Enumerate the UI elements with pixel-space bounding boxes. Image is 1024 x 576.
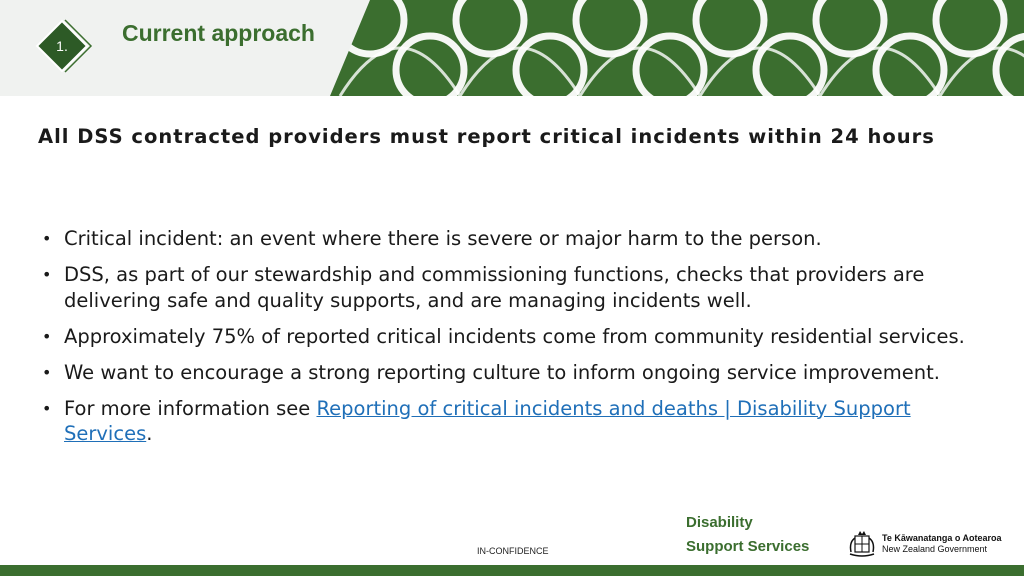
- classification-label: IN-CONFIDENCE: [477, 546, 549, 556]
- bullet-icon: •: [42, 362, 52, 382]
- bullet-text: Critical incident: an event where there is severe or major harm to the person.: [64, 227, 822, 250]
- list-item: [40, 396, 990, 447]
- dss-logo-top-text: Disability: [686, 514, 753, 531]
- section-title: Current approach: [122, 20, 315, 46]
- gov-name-maori: Te Kāwanatanga o Aotearoa: [882, 533, 1002, 543]
- bullet-icon: •: [42, 229, 52, 248]
- dss-incidents-link[interactable]: Reporting of critical incidents and deaths | Disability Support Services: [64, 396, 911, 445]
- footer-bar: [0, 565, 1024, 576]
- dss-logo-top: [686, 514, 758, 537]
- bullet-icon: •: [42, 326, 52, 346]
- info-suffix: .: [146, 422, 153, 445]
- dss-logo: Support Services: [686, 538, 810, 555]
- gov-name-english: New Zealand Government: [882, 544, 988, 554]
- bullet-icon: •: [42, 398, 52, 418]
- slide-heading: All DSS contracted providers must report critical incidents within 24 hours: [38, 125, 935, 148]
- header-banner: [0, 0, 1024, 96]
- nz-government-crest-icon: [846, 530, 878, 558]
- list-item: [40, 360, 990, 386]
- koru-pattern-banner: [330, 0, 1024, 96]
- list-item: [40, 324, 990, 350]
- list-item: [40, 262, 990, 313]
- bullet-text: Approximately 75% of reported critical incidents come from community residential services.: [64, 324, 965, 348]
- bullet-icon: •: [42, 265, 52, 284]
- list-item: [40, 226, 990, 252]
- bullet-text: We want to encourage a strong reporting culture to inform ongoing service improvement.: [64, 360, 940, 384]
- bullet-text: DSS, as part of our stewardship and commissioning functions, checks that providers are delivering safe and quality supports, and are managing incidents well.: [64, 263, 925, 312]
- info-prefix: For more information see: [64, 396, 317, 420]
- section-number: 1.: [56, 38, 68, 54]
- bullet-list: [40, 226, 990, 457]
